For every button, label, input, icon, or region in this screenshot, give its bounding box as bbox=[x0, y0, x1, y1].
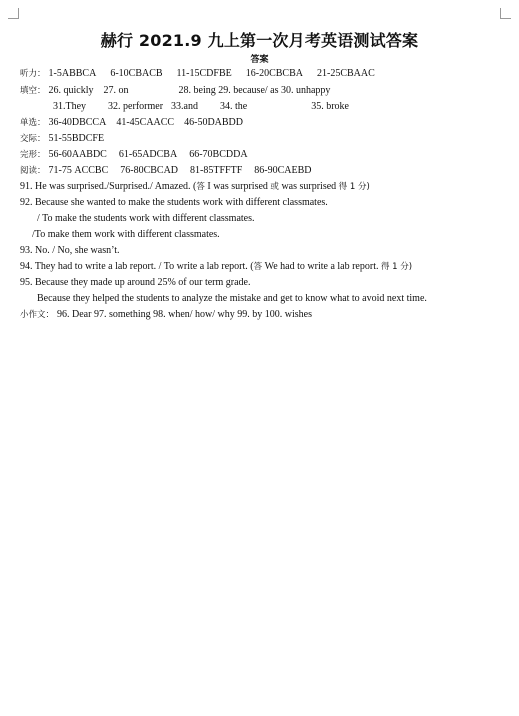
document-subtitle: 答案 bbox=[250, 55, 269, 65]
answer: 26. quickly bbox=[48, 85, 94, 96]
answer: 11-15CDFBE bbox=[176, 68, 232, 79]
single-choice-row bbox=[20, 117, 243, 129]
answer: 71-75 ACCBC bbox=[48, 165, 109, 176]
answer-text: 94. They had to write a lab report. / To write a lab report. ( bbox=[20, 261, 254, 272]
answer: 28. being 29. because/ as 30. unhappy bbox=[178, 85, 331, 96]
note-text: 答 bbox=[253, 262, 263, 272]
answer: 41-45CAACC bbox=[116, 117, 175, 128]
page-corner-mark-right bbox=[500, 8, 511, 19]
composition-row bbox=[20, 309, 312, 321]
answer: 51-55BDCFE bbox=[48, 133, 105, 144]
answer: 31.They bbox=[53, 101, 87, 112]
note-text: 得 1 分) bbox=[338, 182, 370, 192]
fill-label: 填空： bbox=[20, 86, 46, 96]
answer-text: was surprised bbox=[278, 181, 339, 192]
answer-92-alt-2: /To make them work with different classmates. bbox=[32, 229, 220, 240]
answer: 35. broke bbox=[311, 101, 349, 112]
reading-label: 阅读： bbox=[20, 166, 46, 176]
reading-row bbox=[20, 165, 312, 177]
answer-92: 92. Because she wanted to make the students work with different classmates. bbox=[20, 197, 328, 208]
answer: 76-80CBCAD bbox=[120, 165, 179, 176]
note-text: 得 1 分) bbox=[380, 262, 413, 272]
answer: 33.and bbox=[171, 101, 198, 112]
document-title: 赫行 2021.9 九上第一次月考英语测试答案 bbox=[100, 31, 419, 50]
note-text: 或 bbox=[270, 182, 279, 192]
answer: 56-60AABDC bbox=[48, 149, 107, 160]
cloze-label: 完形： bbox=[20, 150, 46, 160]
single-choice-label: 单选： bbox=[20, 118, 46, 128]
answer: 1-5ABBCA bbox=[48, 68, 97, 79]
answer-95-alt-1: Because they helped the students to analyze the mistake and get to know what to avoid next time. bbox=[37, 293, 427, 304]
answer-93: 93. No. / No, she wasn’t. bbox=[20, 245, 120, 256]
answer: 61-65ADCBA bbox=[118, 149, 178, 160]
communication-label: 交际： bbox=[20, 134, 46, 144]
answer: 27. on bbox=[103, 85, 129, 96]
listening-row bbox=[20, 68, 375, 80]
communication-row bbox=[20, 133, 104, 145]
listening-label: 听力： bbox=[20, 69, 46, 79]
fill-row-2 bbox=[53, 101, 349, 113]
answer-95: 95. Because they made up around 25% of our term grade. bbox=[20, 277, 251, 288]
page-corner-mark-left bbox=[8, 8, 19, 19]
answer: 46-50DABDD bbox=[184, 117, 243, 128]
answer: 36-40DBCCA bbox=[48, 117, 107, 128]
cloze-row bbox=[20, 149, 248, 161]
answer-92-alt-1: / To make the students work with different classmates. bbox=[37, 213, 255, 224]
answer: 6-10CBACB bbox=[110, 68, 163, 79]
answer: 81-85TFFTF bbox=[190, 165, 243, 176]
answer-94 bbox=[20, 261, 412, 273]
answer: 66-70BCDDA bbox=[189, 149, 248, 160]
composition-label: 小作文： bbox=[20, 310, 55, 320]
answer: 21-25CBAAC bbox=[316, 68, 375, 79]
answer-text: 91. He was surprised./Surprised./ Amazed. ( bbox=[20, 181, 197, 192]
answer: 32. performer bbox=[108, 101, 164, 112]
answer-91 bbox=[20, 181, 370, 193]
fill-row-1 bbox=[20, 85, 330, 97]
answer: 86-90CAEBD bbox=[254, 165, 312, 176]
answer: 34. the bbox=[219, 101, 248, 112]
answer-text: I was surprised bbox=[204, 181, 271, 192]
answer-text: We had to write a lab report. bbox=[262, 261, 381, 272]
answer: 16-20CBCBA bbox=[245, 68, 303, 79]
note-text: 答 bbox=[196, 182, 205, 192]
answer: 96. Dear 97. something 98. when/ how/ why 99. by 100. wishes bbox=[57, 309, 312, 320]
